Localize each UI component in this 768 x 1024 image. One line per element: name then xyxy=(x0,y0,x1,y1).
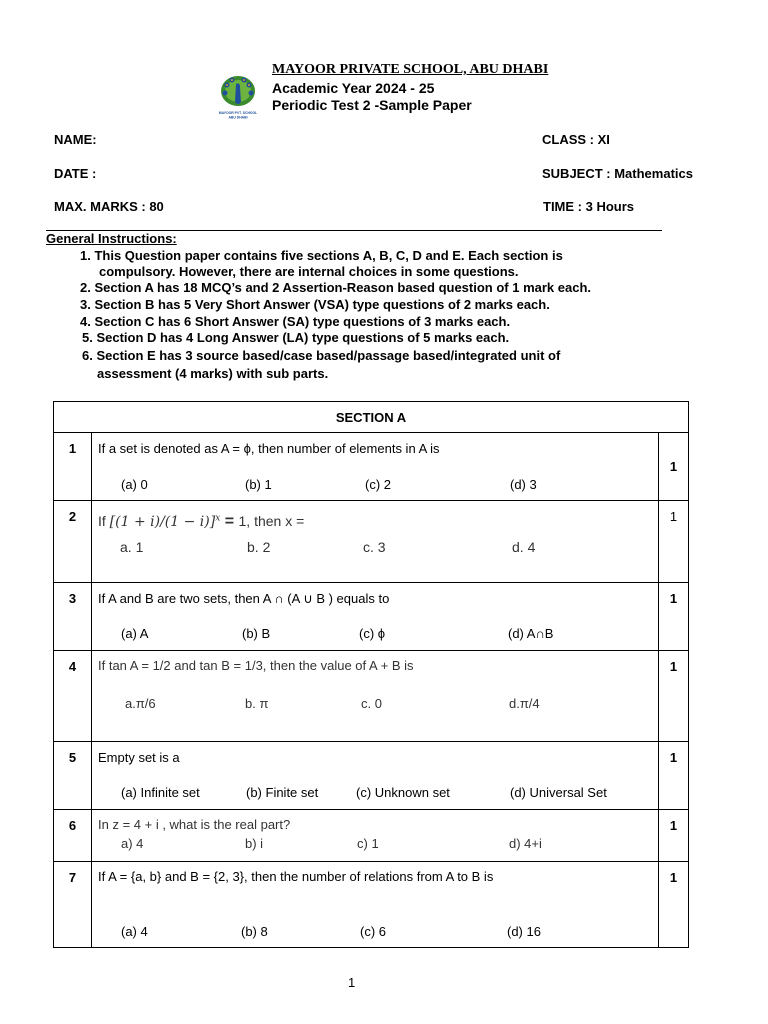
option-a: (a) 0 xyxy=(121,477,148,492)
question-text: If A and B are two sets, then A ∩ (A ∪ B ) equals to xyxy=(98,591,390,606)
name-label: NAME: xyxy=(54,132,97,147)
time-label: TIME : 3 Hours xyxy=(543,199,635,214)
instruction-line: 4. Section C has 6 Short Answer (SA) type questions of 3 marks each. xyxy=(80,314,511,329)
section-a-heading: SECTION A xyxy=(54,402,689,433)
question-cell xyxy=(92,651,659,742)
option-c: (c) 6 xyxy=(360,924,386,939)
option-c: (c) ϕ xyxy=(359,626,386,641)
question-cell xyxy=(92,742,659,810)
max-marks-label: MAX. MARKS : 80 xyxy=(54,199,164,214)
option-b: b) i xyxy=(245,836,264,851)
question-row xyxy=(54,742,689,810)
question-text: In z = 4 + i , what is the real part? xyxy=(98,817,291,832)
question-cell xyxy=(92,810,659,862)
instruction-line: compulsory. However, there are internal choices in some questions. xyxy=(99,264,519,279)
question-text-prefix: If xyxy=(98,513,106,529)
option-d: d.π/4 xyxy=(509,696,540,711)
test-name: Periodic Test 2 -Sample Paper xyxy=(272,97,472,113)
question-text xyxy=(98,513,304,531)
question-marks: 1 xyxy=(658,810,688,862)
option-a: (a) 4 xyxy=(121,924,148,939)
option-c: (c) Unknown set xyxy=(356,785,450,800)
instruction-line: 2. Section A has 18 MCQ’s and 2 Assertion-Reason based question of 1 mark each. xyxy=(80,280,591,295)
option-a: a. 1 xyxy=(120,539,144,555)
instruction-line: assessment (4 marks) with sub parts. xyxy=(97,366,329,381)
question-number: 1 xyxy=(54,433,92,501)
class-label: CLASS : XI xyxy=(542,132,610,147)
instruction-line: 6. Section E has 3 source based/case based/passage based/integrated unit of xyxy=(82,348,561,363)
option-d: d. 4 xyxy=(512,539,536,555)
option-c: (c) 2 xyxy=(365,477,391,492)
question-marks: 1 xyxy=(658,433,688,501)
page-number: 1 xyxy=(348,975,356,990)
option-a: (a) A xyxy=(121,626,149,641)
equals-sign: = xyxy=(220,513,239,530)
option-a: (a) Infinite set xyxy=(121,785,200,800)
question-text-suffix: 1, then x = xyxy=(238,513,305,529)
question-number: 7 xyxy=(54,862,92,948)
question-row xyxy=(54,501,689,583)
school-name: MAYOOR PRIVATE SCHOOL, ABU DHABI xyxy=(272,62,549,77)
option-c: c) 1 xyxy=(357,836,379,851)
svg-text:MAYOOR PVT. SCHOOL: MAYOOR PVT. SCHOOL xyxy=(218,111,258,115)
option-d: (d) 16 xyxy=(507,924,541,939)
question-cell xyxy=(92,501,659,583)
school-logo xyxy=(218,74,258,124)
option-d: (d) 3 xyxy=(510,477,537,492)
question-row xyxy=(54,583,689,651)
question-row xyxy=(54,433,689,501)
question-marks: 1 xyxy=(658,742,688,810)
option-a: a) 4 xyxy=(121,836,144,851)
date-label: DATE : xyxy=(54,166,97,181)
option-b: (b) B xyxy=(242,626,271,641)
option-b: (b) 1 xyxy=(245,477,272,492)
option-b: b. π xyxy=(245,696,269,711)
question-marks: 1 xyxy=(658,651,688,742)
question-cell xyxy=(92,433,659,501)
instructions-heading: General Instructions: xyxy=(46,231,177,246)
option-b: (b) 8 xyxy=(241,924,268,939)
question-text: If a set is denoted as A = ϕ, then number of elements in A is xyxy=(98,441,440,456)
option-d: d) 4+i xyxy=(509,836,542,851)
option-d: (d) Universal Set xyxy=(510,785,607,800)
option-a: a.π/6 xyxy=(125,696,156,711)
question-marks: 1 xyxy=(658,501,688,583)
math-exponent: x xyxy=(215,513,221,524)
subject-label: SUBJECT : Mathematics xyxy=(542,166,693,181)
question-row xyxy=(54,651,689,742)
question-number: 3 xyxy=(54,583,92,651)
question-marks: 1 xyxy=(658,583,688,651)
question-text: If tan A = 1/2 and tan B = 1/3, then the value of A + B is xyxy=(98,658,414,673)
question-number: 6 xyxy=(54,810,92,862)
question-cell xyxy=(92,583,659,651)
question-row xyxy=(54,810,689,862)
instruction-line: 1. This Question paper contains five sections A, B, C, D and E. Each section is xyxy=(80,248,563,263)
question-row xyxy=(54,862,689,948)
section-a-table xyxy=(53,401,689,948)
question-number: 5 xyxy=(54,742,92,810)
question-text: Empty set is a xyxy=(98,750,180,765)
academic-year: Academic Year 2024 - 25 xyxy=(272,80,435,96)
question-number: 4 xyxy=(54,651,92,742)
question-cell xyxy=(92,862,659,948)
option-b: (b) Finite set xyxy=(246,785,319,800)
option-c: c. 0 xyxy=(361,696,382,711)
option-b: b. 2 xyxy=(247,539,271,555)
math-expression: [(1 + i)/(1 − i)] xyxy=(109,514,216,530)
option-c: c. 3 xyxy=(363,539,386,555)
question-marks: 1 xyxy=(658,862,688,948)
instruction-line: 3. Section B has 5 Very Short Answer (VSA) type questions of 2 marks each. xyxy=(80,297,550,312)
question-number: 2 xyxy=(54,501,92,583)
option-d: (d) A∩B xyxy=(508,626,554,641)
instruction-line: 5. Section D has 4 Long Answer (LA) type questions of 5 marks each. xyxy=(82,330,510,345)
question-text: If A = {a, b} and B = {2, 3}, then the number of relations from A to B is xyxy=(98,869,494,884)
svg-text:ABU DHABI: ABU DHABI xyxy=(228,115,248,120)
